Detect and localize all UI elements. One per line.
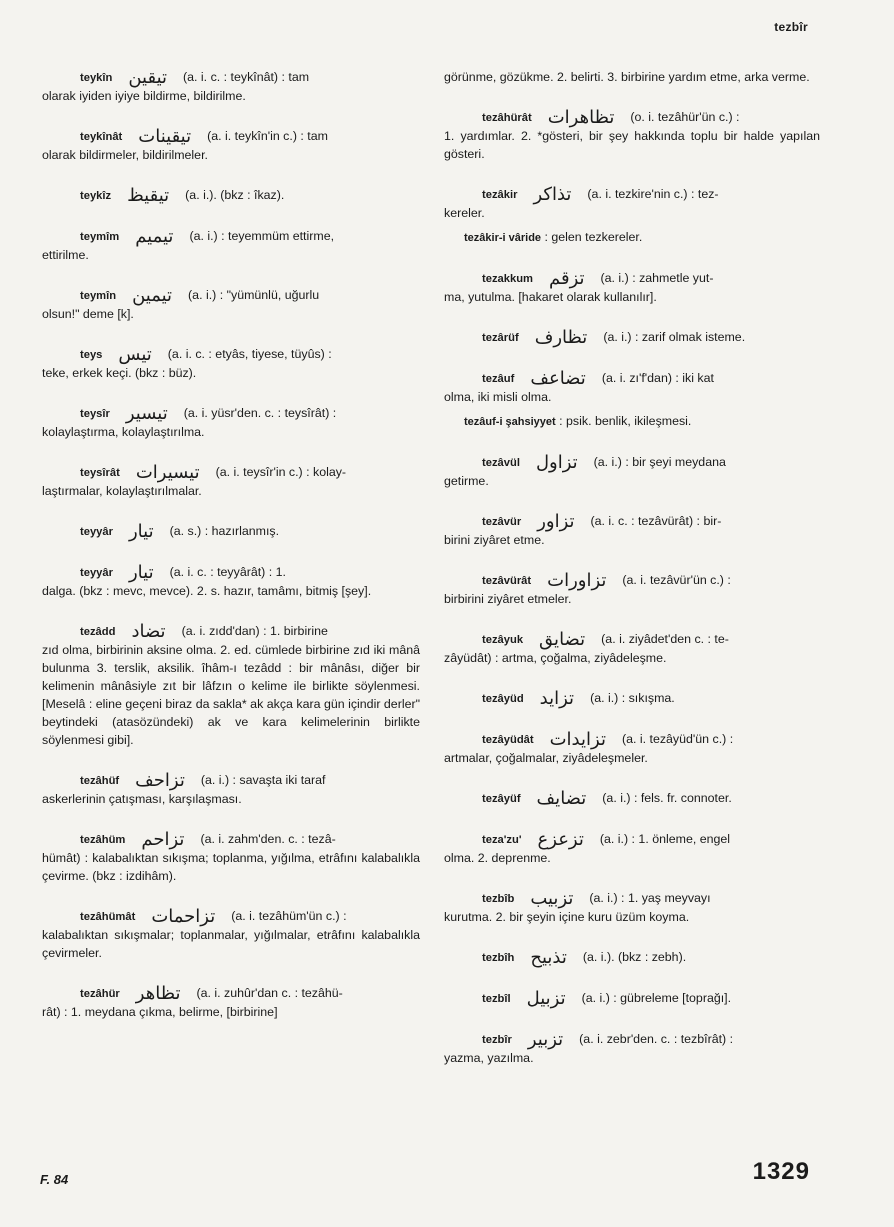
dictionary-entry: [444, 328, 820, 347]
entry-headword: tezâhüm: [80, 834, 126, 846]
entry-arabic-script: تزبيب: [530, 888, 574, 909]
entry-lead-line: [42, 345, 420, 364]
entry-definition-start: (a. i. ziyâdet'den c. : te-: [601, 632, 729, 646]
entry-headword: tezbîr: [482, 1034, 512, 1046]
entry-definition-rest: olarak iyiden iyiye bildirme, bildirilme.: [42, 89, 246, 103]
entry-arabic-script: تيقين: [128, 67, 168, 88]
sub-entry-definition: : gelen tezkereler.: [544, 230, 643, 244]
entry-definition-start: (a. i.) : zarif olmak isteme.: [603, 330, 746, 344]
entry-headword: tezâvül: [482, 457, 520, 469]
left-column: [42, 68, 420, 1043]
entry-lead-line: [444, 185, 820, 204]
entry-headword: tezbîb: [482, 893, 515, 905]
sub-entry: [464, 412, 820, 431]
entry-lead-line: [444, 730, 820, 749]
entry-headword: tezâkir: [482, 189, 518, 201]
entry-definition-rest: birini ziyâret etme.: [444, 533, 545, 547]
entry-lead-line: [444, 948, 820, 967]
entry-lead-line: [42, 68, 420, 87]
entry-headword: tezâyuk: [482, 634, 524, 646]
entry-definition-start: (a. i.) : fels. fr. connoter.: [602, 791, 732, 805]
entry-headword: tezâhürât: [482, 112, 532, 124]
dictionary-entry: [42, 186, 420, 205]
dictionary-entry: [444, 108, 820, 163]
entry-arabic-script: تيار: [128, 562, 154, 583]
entry-definition-start: (a. i. zahm'den. c. : tezâ-: [200, 832, 336, 846]
entry-headword: tezâyüf: [482, 793, 521, 805]
entry-definition-start: (a. i.) : bir şeyi meydana: [593, 455, 726, 469]
dictionary-entry: [444, 889, 820, 926]
entry-lead-line: [42, 622, 420, 641]
entry-lead-line: [444, 630, 820, 649]
dictionary-entry: [444, 512, 820, 549]
entry-definition-start: (a. i.) : zahmetle yut-: [600, 271, 714, 285]
entry-definition-rest: kalabalıktan sıkışmalar; toplanmalar, yığılmalar, etrâfını kalabalıkla çevirmeler.: [42, 928, 420, 960]
entry-definition-rest: ettirilme.: [42, 248, 89, 262]
entry-lead-line: [444, 269, 820, 288]
entry-headword: teysîrât: [80, 467, 120, 479]
entry-lead-line: [42, 830, 420, 849]
entry-lead-line: [444, 571, 820, 590]
entry-arabic-script: تزايدات: [549, 729, 606, 750]
entry-definition-rest: birbirini ziyâret etmeler.: [444, 592, 572, 606]
entry-definition-rest: hümât) : kalabalıktan sıkışma; toplanma, yığılma, etrâfını kalabalıkla çevirme. (bkz : izdihâm).: [42, 851, 420, 883]
entry-arabic-script: تيقيظ: [127, 185, 170, 206]
entry-definition-start: (a. i. c. : etyâs, tiyese, tüyûs) :: [167, 347, 332, 361]
entry-definition-rest: zıd olma, birbirinin aksine olma. 2. ed. cümlede birbirine zıd iki mânâ bulunma 3. terslik, aksilik. îhâm-ı tezâdd : bir mânâsı, diğer bir kelimenin mânâsiyle zıt bir lâfzın o kelime ile birlikte söylenmesi. [Meselâ : eline geçeni biraz da sakla* ak akça kara gün içindir derler" beytindeki (atasözündeki) ak ve kara kelimelerinin birlikte söylenmesi gibi].: [42, 643, 420, 747]
dictionary-entry: [444, 830, 820, 867]
entry-arabic-script: تضايق: [539, 629, 586, 650]
entry-definition-rest: laştırmalar, kolaylaştırılmalar.: [42, 484, 202, 498]
entry-headword: tezârüf: [482, 332, 519, 344]
entry-headword: teymîm: [80, 231, 120, 243]
entry-definition-rest: 1. yardımlar. 2. *gösteri, bir şey hakkında toplu bir halde yapılan gösteri.: [444, 129, 820, 161]
entry-headword: tezâhümât: [80, 911, 136, 923]
entry-definition-start: (a. i.) : 1. yaş meyvayı: [589, 891, 711, 905]
dictionary-entry: [42, 522, 420, 541]
entry-definition-rest: kurutma. 2. bir şeyin içine kuru üzüm koyma.: [444, 910, 690, 924]
entry-headword: tezbîh: [482, 952, 515, 964]
entry-arabic-script: تيقينات: [138, 126, 192, 147]
entry-headword: tezâhüf: [80, 775, 120, 787]
dictionary-entry: [42, 404, 420, 441]
entry-arabic-script: تزبير: [527, 1029, 564, 1050]
sub-entry-headword: tezâkir-i vâride: [464, 232, 542, 244]
entry-definition-start: (a. i. zuhûr'dan c. : tezâhü-: [196, 986, 343, 1000]
entry-definition-start: (a. i.) : 1. önleme, engel: [599, 832, 731, 846]
entry-headword: teykîn: [80, 72, 113, 84]
dictionary-entry: [42, 622, 420, 749]
entry-arabic-script: تيسيرات: [135, 462, 200, 483]
sub-entry-definition: : psik. benlik, ikileşmesi.: [559, 414, 692, 428]
entry-definition-start: (a. s.) : hazırlanmış.: [169, 524, 280, 538]
entry-arabic-script: تظاهرات: [547, 107, 615, 128]
dictionary-entry: [42, 830, 420, 885]
entry-definition-rest: dalga. (bkz : mevc, mevce). 2. s. hazır, tamâmı, bitmiş [şey].: [42, 584, 372, 598]
dictionary-entry: [444, 989, 820, 1008]
dictionary-entry: [42, 907, 420, 962]
dictionary-entry: [444, 689, 820, 708]
entry-definition-rest: kolaylaştırma, kolaylaştırılma.: [42, 425, 205, 439]
entry-lead-line: [444, 789, 820, 808]
entry-definition-start: (o. i. tezâhür'ün c.) :: [630, 110, 740, 124]
entry-headword: teymîn: [80, 290, 117, 302]
entry-definition-rest: rât) : 1. meydana çıkma, belirme, [birbirine]: [42, 1005, 278, 1019]
entry-lead-line: [444, 889, 820, 908]
entry-definition-start: (a. i. yüsr'den. c. : teysîrât) :: [183, 406, 337, 420]
entry-lead-line: [42, 404, 420, 423]
entry-definition-start: (a. i. teysîr'in c.) : kolay-: [215, 465, 347, 479]
entry-definition-start: (a. i.). (bkz : îkaz).: [185, 188, 285, 202]
entry-definition-start: (a. i.) : savaşta iki taraf: [200, 773, 326, 787]
entry-definition-rest: olarak bildirmeler, bildirilmeler.: [42, 148, 208, 162]
entry-lead-line: [444, 328, 820, 347]
dictionary-entry: [42, 563, 420, 600]
entry-definition-rest: olsun!" deme [k].: [42, 307, 134, 321]
dictionary-entry: [42, 463, 420, 500]
entry-arabic-script: تزايد: [539, 688, 575, 709]
dictionary-entry: [42, 771, 420, 808]
entry-lead-line: [42, 984, 420, 1003]
dictionary-entry: [42, 127, 420, 164]
entry-lead-line: [42, 771, 420, 790]
entry-lead-line: [444, 108, 820, 127]
dictionary-entry: [42, 984, 420, 1021]
entry-definition-rest: artmalar, çoğalmalar, ziyâdeleşmeler.: [444, 751, 648, 765]
entry-arabic-script: تيميم: [135, 226, 174, 247]
entry-definition-start: (a. i. zıdd'dan) : 1. birbirine: [181, 624, 328, 638]
entry-headword: teysîr: [80, 408, 110, 420]
entry-definition-start: (a. i. tezkire'nin c.) : tez-: [587, 187, 719, 201]
entry-arabic-script: تزقم: [549, 268, 585, 289]
entry-lead-line: [42, 463, 420, 482]
entry-arabic-script: تزاور: [537, 511, 575, 532]
entry-headword: teys: [80, 349, 103, 361]
dictionary-entry: [444, 185, 820, 222]
entry-arabic-script: تيمين: [132, 285, 173, 306]
entry-lead-line: [42, 563, 420, 582]
dictionary-entry: [444, 269, 820, 306]
entry-definition-start: (a. i.) : teyemmüm ettirme,: [189, 229, 335, 243]
entry-headword: teyyâr: [80, 526, 113, 538]
entry-lead-line: [42, 907, 420, 926]
entry-headword: teza'zu': [482, 834, 522, 846]
entry-lead-line: [42, 522, 420, 541]
entry-lead-line: [42, 227, 420, 246]
entry-definition-start: (a. i.) : sıkışma.: [590, 691, 675, 705]
entry-definition-rest: zâyüdât) : artma, çoğalma, ziyâdeleşme.: [444, 651, 667, 665]
right-column: [444, 68, 820, 1089]
entry-headword: teyyâr: [80, 567, 113, 579]
entry-lead-line: [444, 989, 820, 1008]
entry-definition-start: (a. i. c. : teykînât) : tam: [183, 70, 310, 84]
dictionary-entry: [42, 345, 420, 382]
dictionary-entry: [444, 630, 820, 667]
running-head: tezbîr: [774, 20, 808, 34]
entry-arabic-script: تيار: [128, 521, 154, 542]
entry-lead-line: [42, 127, 420, 146]
entry-lead-line: [444, 453, 820, 472]
entry-arabic-script: تزبيل: [526, 988, 566, 1009]
sub-entry-headword: tezâuf-i şahsiyyet: [464, 416, 556, 428]
entry-arabic-script: تزاورات: [547, 570, 607, 591]
entry-definition-rest: askerlerinin çatışması, karşılaşması.: [42, 792, 242, 806]
entry-arabic-script: تزاول: [535, 452, 578, 473]
entry-definition-rest: olma. 2. deprenme.: [444, 851, 551, 865]
entry-definition-start: (a. i.) : "yümünlü, uğurlu: [188, 288, 320, 302]
signature-mark: F. 84: [40, 1172, 69, 1187]
entry-definition-start: (a. i.) : gübreleme [toprağı].: [581, 991, 732, 1005]
page-number: 1329: [752, 1158, 810, 1185]
entry-lead-line: [444, 830, 820, 849]
entry-definition-start: (a. i. teykîn'in c.) : tam: [207, 129, 328, 143]
entry-definition-start: (a. i. zebr'den. c. : tezbîrât) :: [579, 1032, 734, 1046]
entry-lead-line: [444, 689, 820, 708]
entry-lead-line: [42, 286, 420, 305]
entry-arabic-script: تظاهر: [135, 983, 181, 1004]
entry-lead-line: [42, 186, 420, 205]
entry-lead-line: [444, 512, 820, 531]
entry-definition-rest: yazma, yazılma.: [444, 1051, 534, 1065]
continuation-text: görünme, gözükme. 2. belirti. 3. birbirine yardım etme, arka verme.: [444, 70, 810, 84]
entry-arabic-script: تيسير: [125, 403, 168, 424]
dictionary-entry: [444, 1030, 820, 1067]
dictionary-entry: [444, 453, 820, 490]
entry-arabic-script: تضايف: [536, 788, 587, 809]
entry-arabic-script: تزاحف: [135, 770, 185, 791]
dictionary-entry: [444, 571, 820, 608]
entry-lead-line: [444, 1030, 820, 1049]
entry-arabic-script: تذبيح: [530, 947, 567, 968]
entry-headword: tezakkum: [482, 273, 533, 285]
dictionary-entry: [444, 730, 820, 767]
entry-arabic-script: تزاحمات: [151, 906, 216, 927]
entry-arabic-script: تزاحم: [141, 829, 185, 850]
entry-headword: tezâvürât: [482, 575, 532, 587]
entry-headword: tezâhür: [80, 988, 120, 1000]
entry-headword: tezâyüd: [482, 693, 524, 705]
entry-definition-start: (a. i. tezâvür'ün c.) :: [622, 573, 731, 587]
entry-definition-start: (a. i. c. : teyyârât) : 1.: [169, 565, 286, 579]
entry-definition-rest: kereler.: [444, 206, 485, 220]
entry-definition-rest: olma, iki misli olma.: [444, 390, 552, 404]
entry-headword: tezâdd: [80, 626, 116, 638]
entry-definition-rest: teke, erkek keçi. (bkz : büz).: [42, 366, 197, 380]
dictionary-entry: [444, 789, 820, 808]
sub-entry: [464, 228, 820, 247]
entry-arabic-script: تزعزع: [537, 829, 584, 850]
dictionary-entry: [42, 286, 420, 323]
entry-lead-line: [444, 369, 820, 388]
entry-definition-start: (a. i. c. : tezâvürât) : bir-: [590, 514, 722, 528]
entry-headword: teykîz: [80, 190, 112, 202]
entry-arabic-script: تضاد: [131, 621, 166, 642]
dictionary-entry: [444, 948, 820, 967]
entry-definition-start: (a. i. tezâhüm'ün c.) :: [231, 909, 347, 923]
entry-arabic-script: تذاكر: [533, 184, 572, 205]
entry-headword: tezâuf: [482, 373, 515, 385]
entry-definition-rest: getirme.: [444, 474, 489, 488]
entry-headword: teykînât: [80, 131, 123, 143]
dictionary-entry: [444, 369, 820, 406]
entry-headword: tezâyüdât: [482, 734, 534, 746]
entry-arabic-script: تضاعف: [530, 368, 586, 389]
entry-definition-rest: ma, yutulma. [hakaret olarak kullanılır].: [444, 290, 657, 304]
entry-headword: tezbîl: [482, 993, 511, 1005]
entry-arabic-script: تظارف: [534, 327, 588, 348]
entry-arabic-script: تيس: [118, 344, 152, 365]
dictionary-entry: [42, 68, 420, 105]
entry-headword: tezâvür: [482, 516, 522, 528]
entry-definition-start: (a. i. tezâyüd'ün c.) :: [621, 732, 734, 746]
dictionary-entry: [42, 227, 420, 264]
entry-definition-start: (a. i. zı'f'dan) : iki kat: [601, 371, 714, 385]
entry-definition-start: (a. i.). (bkz : zebh).: [582, 950, 687, 964]
